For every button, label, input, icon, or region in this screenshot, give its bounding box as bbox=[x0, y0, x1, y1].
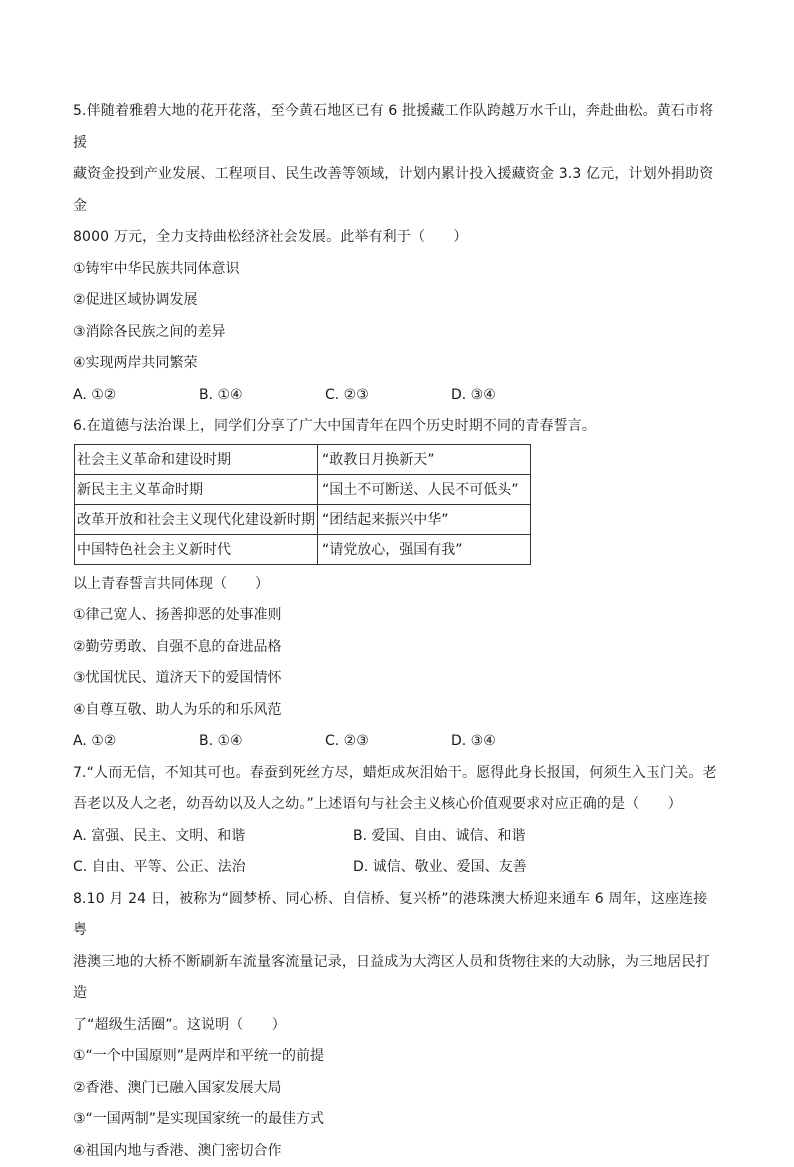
table-row bbox=[75, 504, 531, 534]
question-6-prompt: 以上青春誓言共同体现（ ） bbox=[73, 569, 718, 601]
question-8-item: ①“一个中国原则”是两岸和平统一的前提 bbox=[73, 1041, 718, 1073]
question-6 bbox=[73, 411, 718, 758]
question-8-stem-line: 港澳三地的大桥不断刷新车流量客流量记录，日益成为大湾区人员和货物往来的大动脉，为三地居民打造 bbox=[73, 947, 718, 1010]
question-7 bbox=[73, 758, 718, 884]
question-6-item: ④自尊互敬、助人为乐的和乐风范 bbox=[73, 695, 718, 727]
question-6-item: ①律己宽人、扬善抑恶的处事准则 bbox=[73, 600, 718, 632]
question-8 bbox=[73, 884, 718, 1167]
option-c: C. ②③ bbox=[325, 380, 451, 412]
question-7-options-row-2 bbox=[73, 852, 718, 884]
vow-cell: “国土不可断送、人民不可低头” bbox=[318, 474, 531, 504]
option-c: C. ②③ bbox=[325, 726, 451, 758]
question-7-options-row-1 bbox=[73, 821, 718, 853]
option-b: B. ①④ bbox=[199, 726, 325, 758]
option-b: B. 爱国、自由、诚信、和谐 bbox=[353, 821, 633, 853]
question-6-stem: 6.在道德与法治课上，同学们分享了广大中国青年在四个历史时期不同的青春誓言。 bbox=[73, 411, 718, 443]
option-d: D. ③④ bbox=[451, 726, 577, 758]
vow-cell: “团结起来振兴中华” bbox=[318, 504, 531, 534]
table-row bbox=[75, 474, 531, 504]
question-5-stem-line: 藏资金投到产业发展、工程项目、民生改善等领域，计划内累计投入援藏资金 3.3 亿元，计划外捐助资金 bbox=[73, 159, 718, 222]
period-cell: 中国特色社会主义新时代 bbox=[75, 534, 318, 564]
option-d: D. 诚信、敬业、爱国、友善 bbox=[353, 852, 633, 884]
question-5-item: ③消除各民族之间的差异 bbox=[73, 317, 718, 349]
question-7-stem-line: 吾老以及人之老，幼吾幼以及人之幼。”上述语句与社会主义核心价值观要求对应正确的是（ ） bbox=[73, 789, 718, 821]
question-6-item: ③忧国忧民、道济天下的爱国情怀 bbox=[73, 663, 718, 695]
question-5-item: ④实现两岸共同繁荣 bbox=[73, 348, 718, 380]
question-8-stem-line: 了“超级生活圈”。这说明（ ） bbox=[73, 1010, 718, 1042]
question-8-item: ④祖国内地与香港、澳门密切合作 bbox=[73, 1136, 718, 1167]
question-7-stem-line: 7.“人而无信，不知其可也。春蚕到死丝方尽，蜡炬成灰泪始干。愿得此身长报国，何须生入玉门关。老 bbox=[73, 758, 718, 790]
question-8-item: ②香港、澳门已融入国家发展大局 bbox=[73, 1073, 718, 1105]
period-cell: 改革开放和社会主义现代化建设新时期 bbox=[75, 504, 318, 534]
question-5-stem-line: 5.伴随着雅碧大地的花开花落，至今黄石地区已有 6 批援藏工作队跨越万水千山，奔赴曲松。黄石市将援 bbox=[73, 96, 718, 159]
vow-cell: “请党放心，强国有我” bbox=[318, 534, 531, 564]
question-5-options bbox=[73, 380, 718, 412]
question-6-item: ②勤劳勇敢、自强不息的奋进品格 bbox=[73, 632, 718, 664]
option-d: D. ③④ bbox=[451, 380, 577, 412]
option-c: C. 自由、平等、公正、法治 bbox=[73, 852, 353, 884]
period-cell: 新民主主义革命时期 bbox=[75, 474, 318, 504]
table-row bbox=[75, 534, 531, 564]
option-a: A. ①② bbox=[73, 726, 199, 758]
option-b: B. ①④ bbox=[199, 380, 325, 412]
question-5-item: ②促进区域协调发展 bbox=[73, 285, 718, 317]
table-row bbox=[75, 444, 531, 474]
vow-cell: “敢教日月换新天” bbox=[318, 444, 531, 474]
question-8-stem-line: 8.10 月 24 日，被称为“圆梦桥、同心桥、自信桥、复兴桥”的港珠澳大桥迎来通车 6 周年，这座连接粤 bbox=[73, 884, 718, 947]
question-5-item: ①铸牢中华民族共同体意识 bbox=[73, 254, 718, 286]
question-5 bbox=[73, 96, 718, 411]
question-6-options bbox=[73, 726, 718, 758]
question-8-item: ③“一国两制”是实现国家统一的最佳方式 bbox=[73, 1104, 718, 1136]
period-cell: 社会主义革命和建设时期 bbox=[75, 444, 318, 474]
question-5-stem-line: 8000 万元，全力支持曲松经济社会发展。此举有利于（ ） bbox=[73, 222, 718, 254]
option-a: A. 富强、民主、文明、和谐 bbox=[73, 821, 353, 853]
youth-vows-table bbox=[74, 444, 531, 565]
option-a: A. ①② bbox=[73, 380, 199, 412]
